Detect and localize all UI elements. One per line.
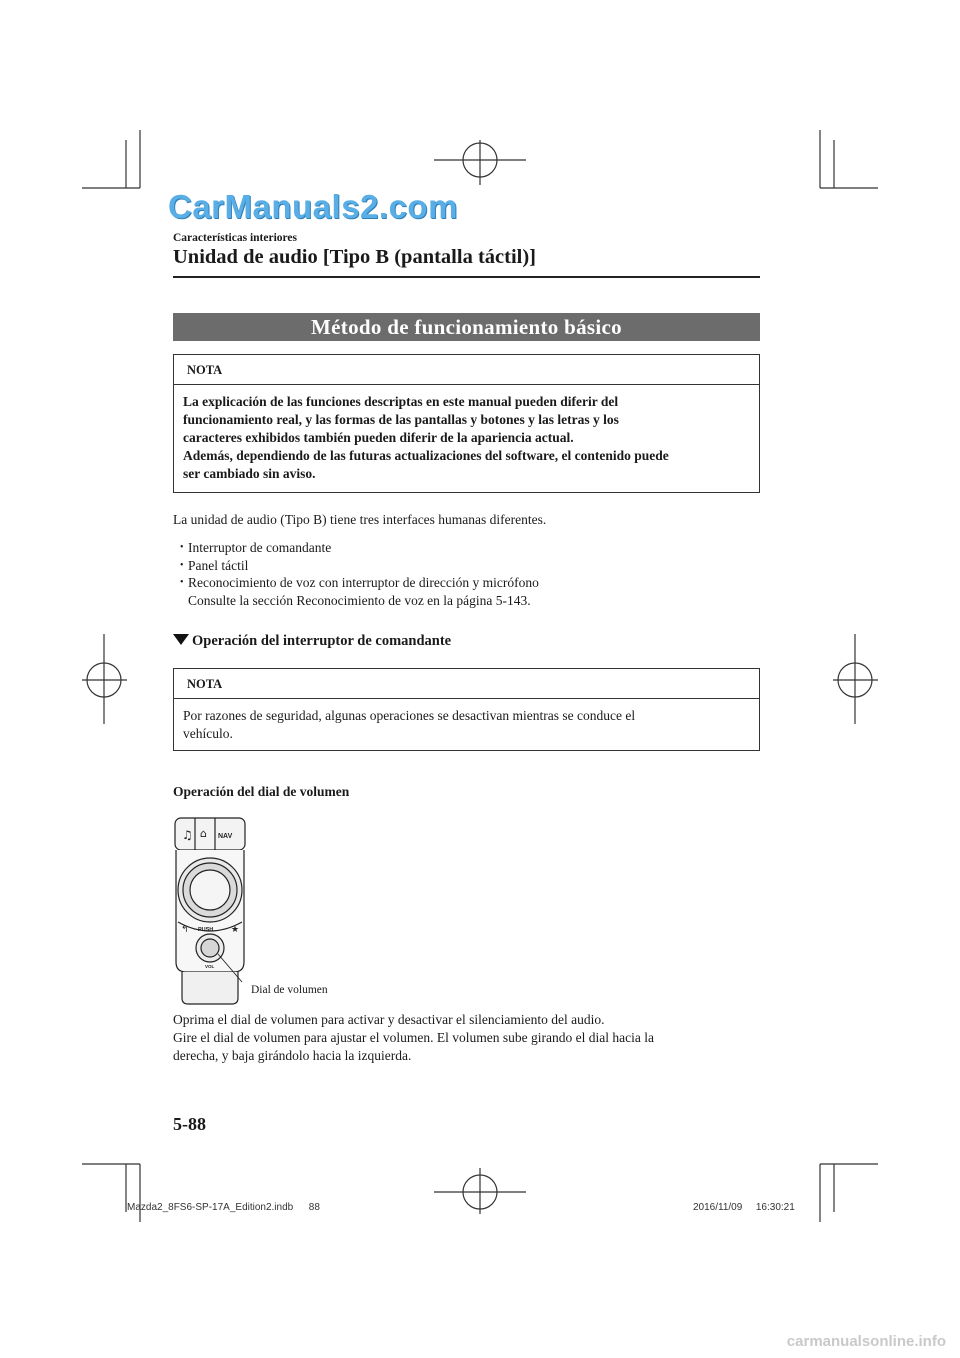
body-line: Gire el dial de volumen para ajustar el volumen. El volumen sube girando el dial hacia la: [173, 1030, 654, 1045]
push-label: PUSH: [198, 927, 214, 933]
note-box-2: [173, 668, 760, 751]
print-timestamp: [693, 1202, 795, 1213]
watermark-logo[interactable]: CarManuals2.com: [168, 188, 458, 225]
note-box-1: [173, 354, 760, 493]
section-name: Características interiores: [173, 232, 298, 244]
footer-file: Mazda2_8FS6-SP-17A_Edition2.indb: [127, 1202, 294, 1213]
note-line: La explicación de las funciones descriptas en este manual pueden diferir del: [183, 394, 619, 409]
back-icon: ↰: [181, 925, 189, 935]
note-text: [174, 699, 759, 743]
volume-description: [173, 1011, 654, 1065]
volume-heading: Operación del dial de volumen: [173, 784, 350, 799]
triangle-down-icon: [173, 634, 189, 645]
subheading: Operación del interruptor de comandante: [173, 633, 451, 650]
list-item: • Interruptor de comandante: [180, 540, 332, 555]
watermark-footer[interactable]: carmanualsonline.info: [786, 1333, 946, 1350]
note-label: NOTA: [174, 355, 759, 385]
print-footer: [127, 1202, 320, 1213]
list-item: • Reconocimiento de voz con interruptor de dirección y micrófono: [180, 575, 539, 590]
note-text: [174, 385, 759, 483]
footer-page: 88: [308, 1202, 320, 1213]
figure-caption: Dial de volumen: [251, 984, 328, 996]
music-note-icon: ♫: [182, 828, 193, 842]
note-line: caracteres exhibidos también pueden diferir de la apariencia actual.: [183, 430, 574, 445]
intro-paragraph: La unidad de audio (Tipo B) tiene tres interfaces humanas diferentes.: [173, 512, 547, 527]
nav-label: NAV: [218, 833, 233, 840]
list-item: • Panel táctil: [180, 557, 249, 573]
footer-time: 16:30:21: [755, 1202, 795, 1213]
note-line: Además, dependiendo de las futuras actualizaciones del software, el contenido puede: [183, 448, 669, 463]
commander-switch-illustration: [168, 812, 258, 1008]
note-line: funcionamiento real, y las formas de las pantallas y botones y las letras y los: [183, 412, 619, 427]
cross-reference[interactable]: Consulte la sección Reconocimiento de voz en la página 5-143.: [188, 592, 531, 608]
note-line: ser cambiado sin aviso.: [183, 466, 316, 481]
note-label: NOTA: [174, 669, 759, 699]
page-number: 5-88: [173, 1114, 206, 1134]
page-title: Unidad de audio [Tipo B (pantalla táctil)]: [173, 246, 536, 268]
footer-date: 2016/11/09: [693, 1202, 743, 1213]
home-icon: ⌂: [200, 827, 207, 840]
note-line: Por razones de seguridad, algunas operaciones se desactivan mientras se conduce el: [183, 708, 636, 723]
body-line: derecha, y baja girándolo hacia la izquierda.: [173, 1048, 412, 1063]
interface-list: [180, 539, 539, 609]
body-line: Oprima el dial de volumen para activar y desactivar el silenciamiento del audio.: [173, 1012, 605, 1027]
section-banner: Método de funcionamiento básico: [173, 313, 760, 341]
vol-label: VOL: [205, 964, 215, 969]
note-line: vehículo.: [183, 726, 233, 741]
star-icon: ★: [231, 925, 240, 935]
title-rule: [173, 276, 760, 278]
